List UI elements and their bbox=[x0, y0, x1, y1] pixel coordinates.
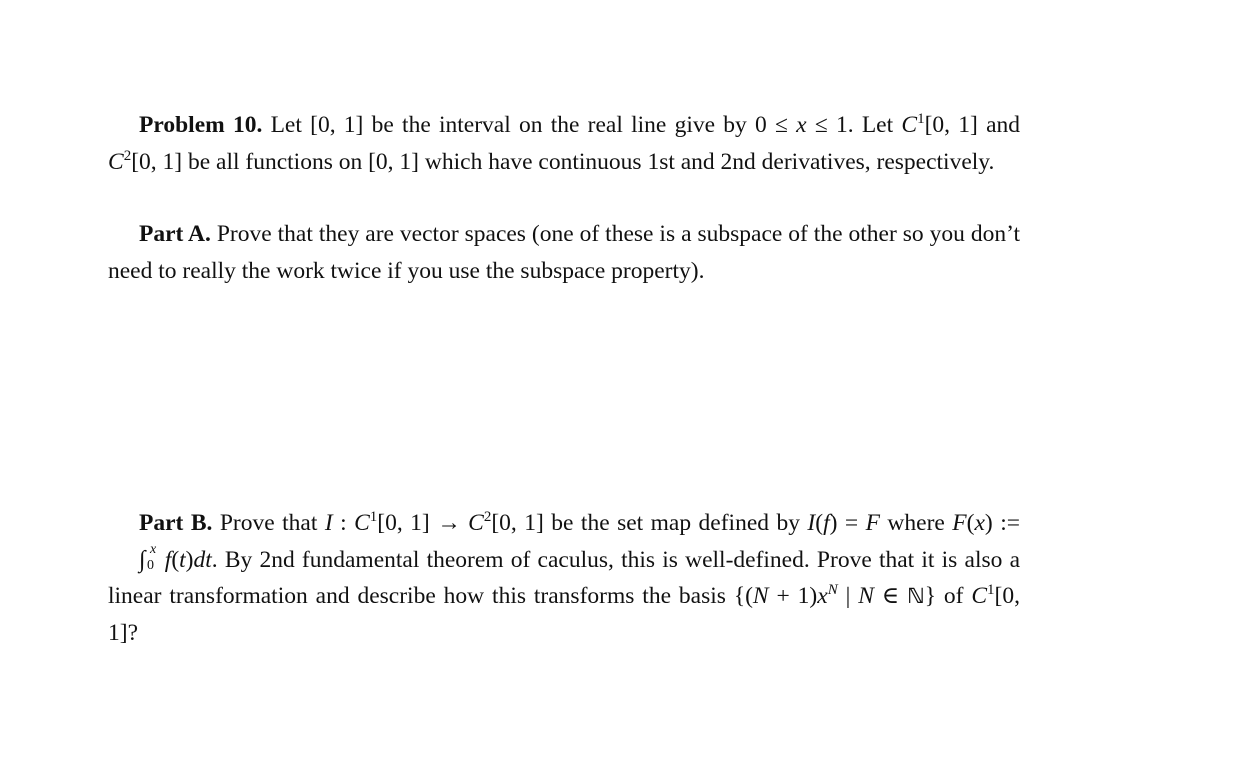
problem-label: Problem 10. bbox=[139, 112, 263, 138]
part-b-label: Part B. bbox=[139, 510, 213, 536]
part-b-paragraph bbox=[108, 505, 1020, 651]
math-var-F: F bbox=[865, 510, 880, 536]
integral-sign: ∫ bbox=[139, 546, 146, 573]
math-basis bbox=[734, 583, 936, 609]
part-a-text: Prove that they are vector spaces (one of these is a subspace of the other so you don’t need to really the work twice if you use the subspace property). bbox=[108, 221, 1020, 284]
problem-text: and bbox=[986, 112, 1020, 138]
part-b-qmark: ? bbox=[127, 619, 139, 646]
math-var-F: F bbox=[952, 510, 967, 536]
math-c2-space bbox=[108, 149, 182, 175]
math-superscript: N bbox=[827, 582, 838, 599]
math-ineq-right: ≤ 1. bbox=[814, 112, 854, 138]
math-brace: } bbox=[924, 583, 936, 609]
problem-text: be the interval on the real line give by bbox=[371, 112, 747, 138]
math-colon: : bbox=[332, 510, 355, 536]
math-interval: [0, 1] bbox=[131, 148, 183, 175]
math-defeq: := bbox=[992, 510, 1020, 536]
part-b-text: . By 2nd fundamental theorem of caculus, this is well-defined. Prove that it is also a linear transformation and describe how this transforms the basis bbox=[108, 546, 1021, 609]
integral-upper-limit: x bbox=[150, 541, 157, 557]
math-superscript: 2 bbox=[483, 509, 492, 526]
math-def: F(x) := ∫ x 0 f(t)dt bbox=[108, 510, 1020, 573]
part-b-text: Prove that bbox=[219, 510, 318, 536]
math-dt: dt bbox=[193, 546, 212, 573]
part-a-label: Part A. bbox=[139, 221, 211, 247]
math-c1-space bbox=[901, 112, 977, 138]
math-var-c: C bbox=[971, 583, 988, 609]
math-interval: [0, 1] bbox=[377, 510, 430, 536]
math-var-c: C bbox=[901, 112, 918, 138]
integral-lower-limit: 0 bbox=[147, 557, 154, 573]
math-var-f: f bbox=[823, 510, 830, 536]
math-brace: {( bbox=[733, 583, 753, 609]
problem-text: Let bbox=[861, 112, 894, 138]
problem-text: Let bbox=[270, 112, 302, 138]
math-mid: | bbox=[837, 583, 859, 609]
math-superscript: 1 bbox=[369, 509, 378, 526]
math-var-i: I bbox=[324, 510, 333, 536]
part-b-text: of bbox=[943, 583, 964, 609]
math-plus: + 1) bbox=[768, 583, 818, 609]
math-var-t: t bbox=[179, 546, 186, 573]
math-naturals: ℕ bbox=[907, 584, 925, 608]
integral bbox=[108, 542, 158, 579]
math-eq: = bbox=[837, 510, 866, 536]
math-superscript: 1 bbox=[987, 582, 995, 599]
math-var-i: I bbox=[807, 510, 816, 536]
math-interval: [0, 1] bbox=[924, 112, 978, 138]
math-var-c: C bbox=[108, 148, 124, 175]
math-superscript: 1 bbox=[917, 111, 925, 128]
math-interval: [0, 1] bbox=[368, 148, 420, 175]
math-var-x: x bbox=[974, 510, 985, 536]
math-ineq-left: 0 ≤ bbox=[755, 112, 788, 138]
math-interval: [0, 1] bbox=[310, 112, 364, 138]
math-var-n: N bbox=[752, 583, 769, 609]
math-interval: [0, 1] bbox=[491, 510, 544, 536]
math-arrow: → bbox=[429, 510, 469, 536]
math-var-n: N bbox=[858, 583, 874, 609]
math-map-eq: I(f) = F bbox=[807, 510, 880, 536]
math-in: ∈ bbox=[873, 583, 908, 609]
math-var-x: x bbox=[796, 112, 807, 138]
part-a-paragraph bbox=[108, 216, 1020, 289]
math-superscript: 2 bbox=[123, 147, 132, 164]
math-interval: [0, 1] bbox=[108, 583, 1020, 646]
math-var-c: C bbox=[468, 510, 484, 536]
problem-text: be all functions on bbox=[187, 148, 363, 175]
math-var-c: C bbox=[354, 510, 370, 536]
math-var-x: x bbox=[817, 583, 828, 609]
problem-text: which have continuous 1st and 2nd derivatives, respectively. bbox=[424, 148, 995, 175]
math-var-f: f bbox=[164, 546, 172, 573]
part-b-text: where bbox=[887, 510, 945, 536]
part-b-text: be the set map defined by bbox=[551, 510, 800, 536]
problem-paragraph bbox=[108, 107, 1020, 180]
